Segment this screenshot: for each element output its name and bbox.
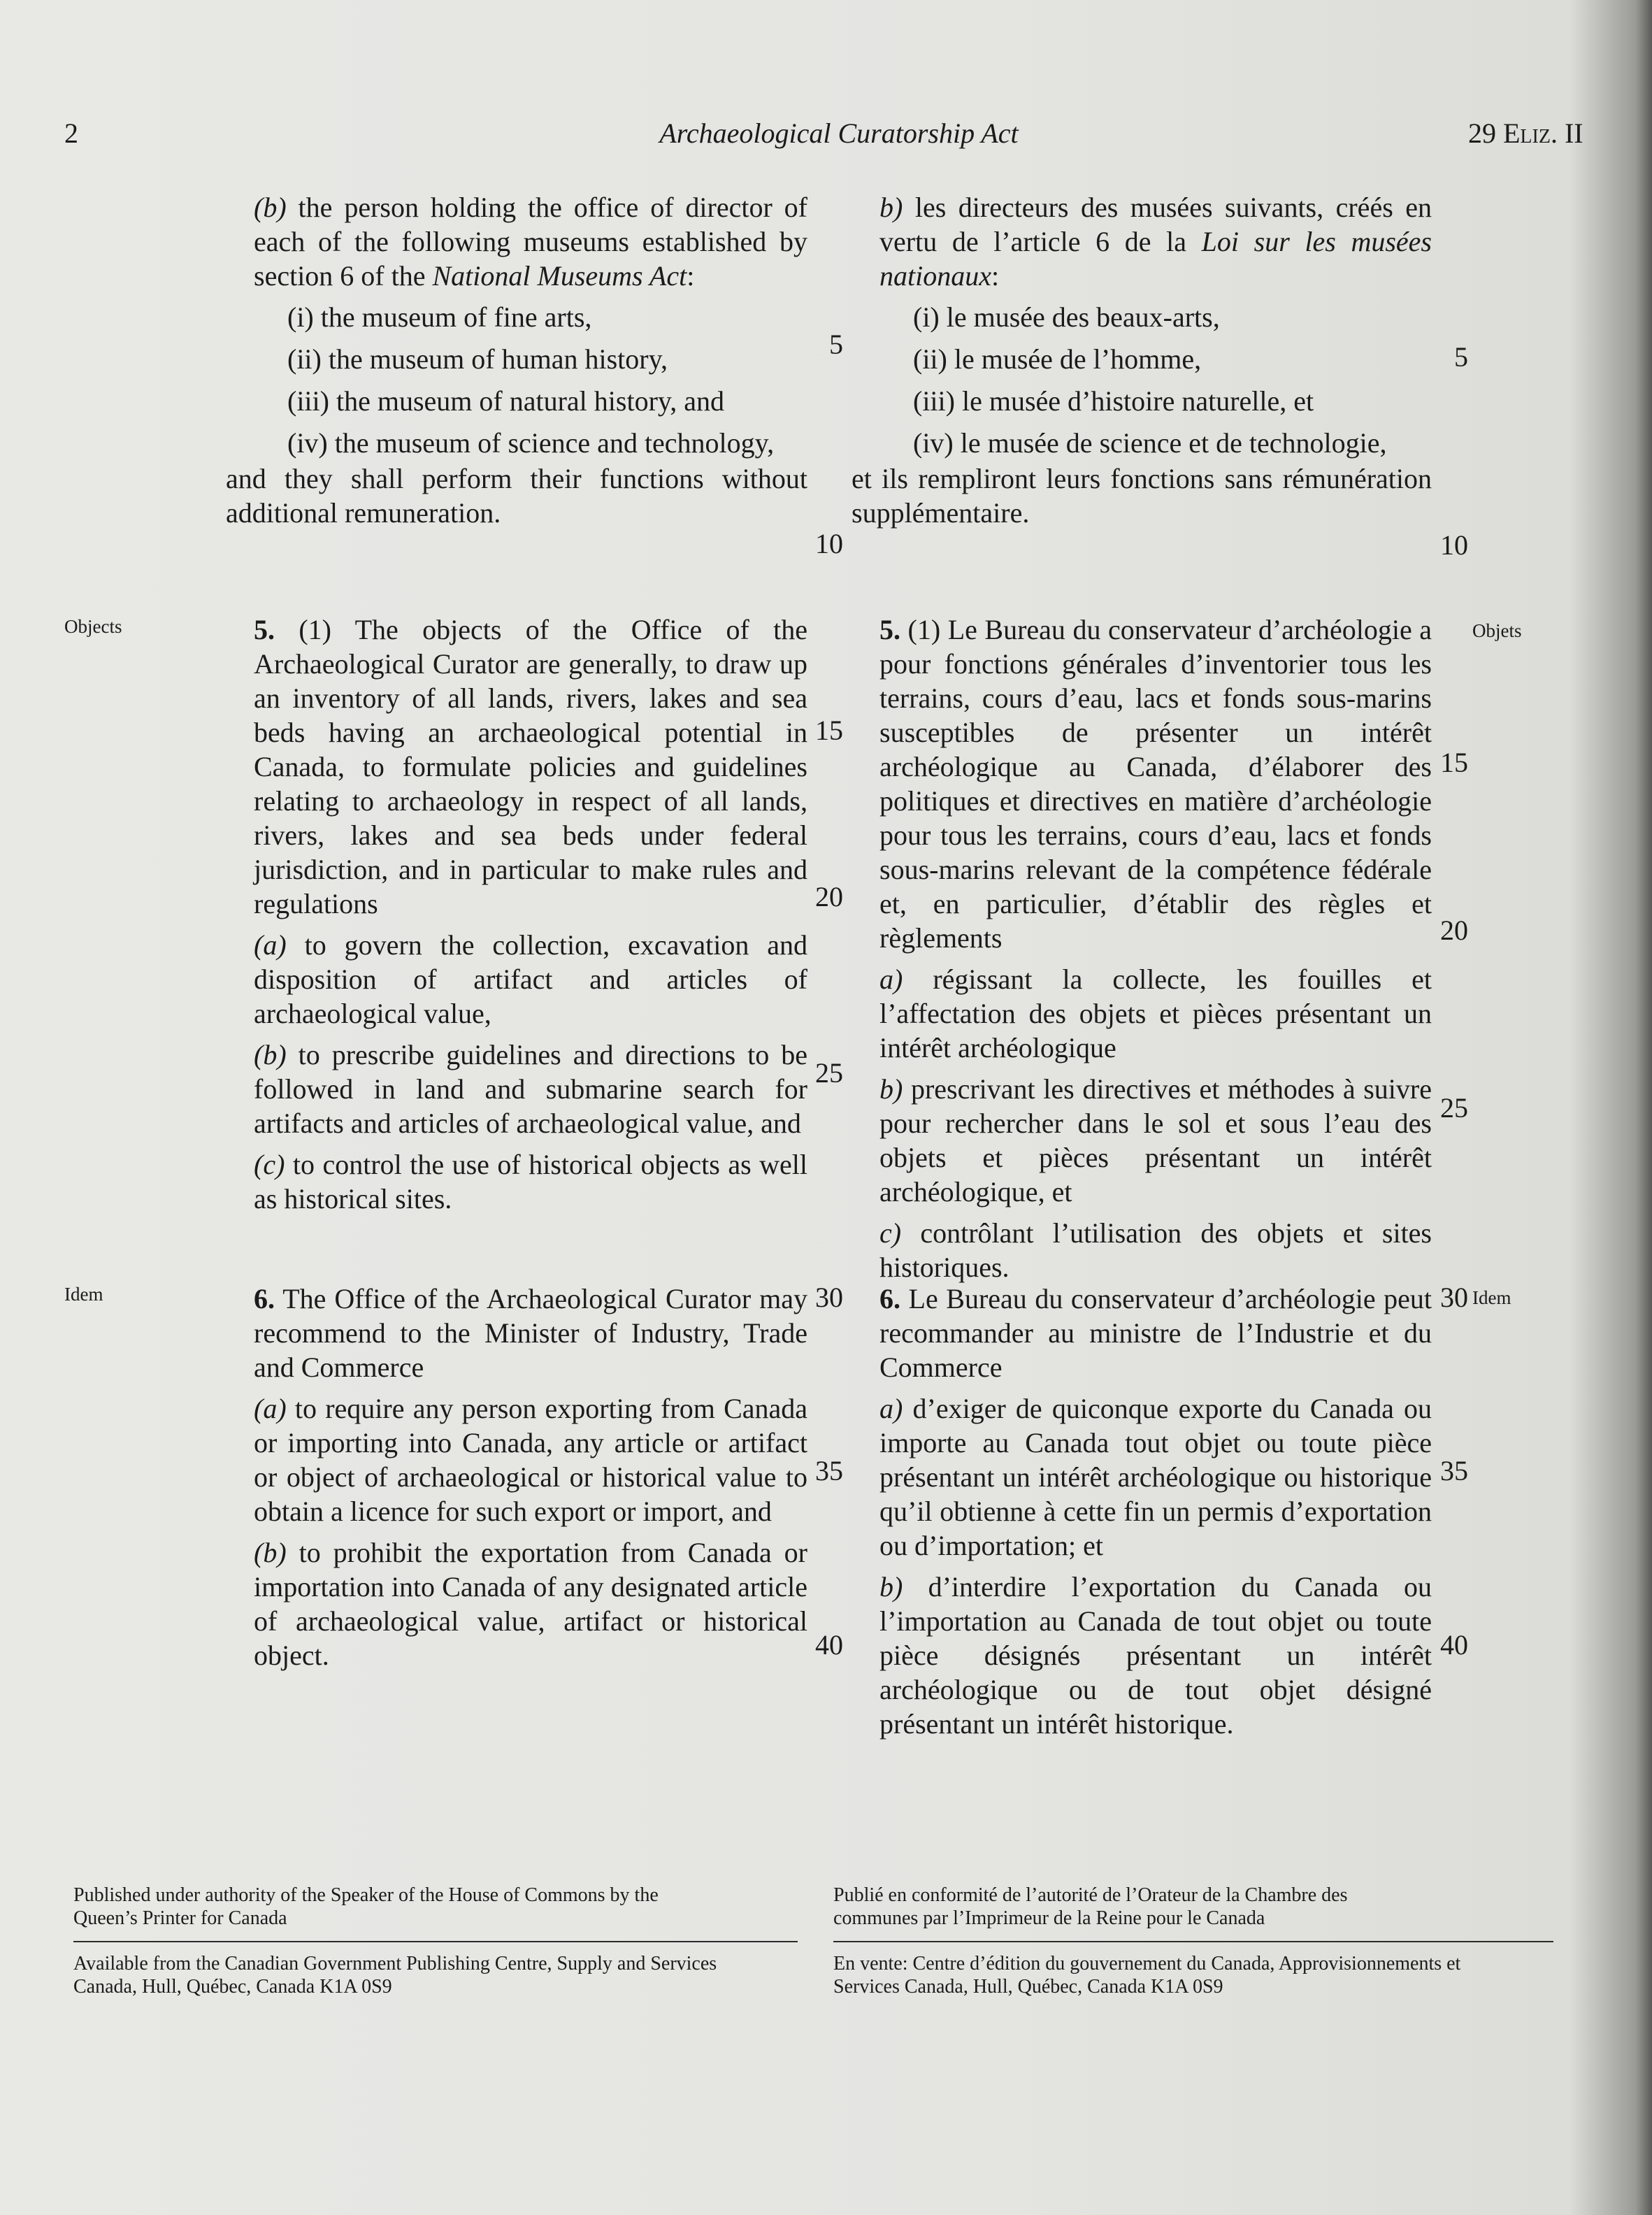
english-b-intro: (b) the person holding the office of director of each of the following museums established by section 6 of the National Museums Act: [254,192,808,292]
french-b-intro: b) les directeurs des musées suivants, créés en vertu de l’article 6 de la Loi sur les musées nationaux: [879,192,1432,292]
line-number: 20 [815,881,843,912]
line-number: 10 [815,528,843,559]
line-number: 40 [815,1629,843,1661]
french-s6-b: b) d’interdire l’exportation du Canada ou l’importation au Canada de tout objet ou toute pièce désignés présentant un intérêt archéologique ou de tout objet désigné présentant un intérêt historique. [879,1571,1432,1740]
line-number: 10 [1440,529,1468,561]
french-item-iv: (iv) le musée de science et de technologie, [913,427,1387,459]
english-b-label: (b) [254,192,287,223]
english-closing: and they shall perform their functions without additional remuneration. [226,463,807,529]
english-item-iv: (iv) the museum of science and technology, [287,427,775,459]
margin-note-idem-en: Idem [64,1284,103,1305]
english-s5-number: 5. [254,614,275,645]
footer-fr-available: En vente: Centre d’édition du gouvernement du Canada, Approvisionnements et Services Canada, Hull, Québec, Canada K1A 0S9 [833,1953,1461,1998]
margin-note-objets: Objets [1472,620,1522,641]
line-number: 20 [1440,915,1468,946]
english-paragraph-b [226,190,807,530]
line-number: 35 [815,1455,843,1486]
page-number: 2 [64,117,78,149]
french-s5-number: 5. [879,614,900,645]
french-s5-a: a) régissant la collecte, les fouilles et l’affectation des objets et pièces présentant un intérêt archéologique [879,963,1432,1063]
french-s5-main: 5. (1) Le Bureau du conservateur d’archéologie a pour fonctions générales d’inventorier tous les terrains, cours d’eau, lacs et fonds sous-marins susceptibles de présenter un intérêt archéologique au Canada, d’élaborer des politiques et directives en matière d’archéologie pour tous les terrains, cours d’eau, lacs et fonds sous-marins relevant de la compétence fédérale et, en particulier, d’établir des règles et règlements [879,614,1432,954]
english-s6-number: 6. [254,1283,275,1314]
line-number: 15 [1440,747,1468,778]
line-number: 40 [1440,1629,1468,1661]
english-s5-a: (a) to govern the collection, excavation and disposition of artifact and articles of archaeological value, [254,929,808,1029]
running-title: Archaeological Curatorship Act [659,117,1019,149]
french-item-iii: (iii) le musée d’histoire naturelle, et [913,385,1314,417]
english-item-iii: (iii) the museum of natural history, and [287,385,725,417]
line-number: 15 [815,715,843,746]
english-s5-b: (b) to prescribe guidelines and directions to be followed in land and submarine search for artifacts and articles of archaeological value, and [254,1039,807,1139]
english-s6-main: 6. The Office of the Archaeological Curator may recommend to the Minister of Industry, Trade and Commerce [254,1283,808,1383]
french-item-i: (i) le musée des beaux-arts, [913,301,1220,333]
line-number: 25 [1440,1092,1468,1124]
french-paragraph-b [852,190,1432,530]
footer-divider-fr [833,1941,1553,1942]
french-s6-a: a) d’exiger de quiconque exporte du Canada ou importe au Canada tout objet ou toute pièce présentant un intérêt archéologique ou historique qu’il obtienne à cette fin un permis d’exportation ou d’importation; et [879,1393,1432,1561]
regnal-year: 29 Eliz. II [1468,117,1583,149]
english-s5-c: (c) to control the use of historical objects as well as historical sites. [254,1149,807,1214]
footer-en-available: Available from the Canadian Government Publishing Centre, Supply and Services Canada, Hull, Québec, Canada K1A 0S9 [73,1953,717,1998]
margin-note-idem-fr: Idem [1472,1287,1511,1308]
line-number: 5 [1454,341,1468,373]
french-section-5 [852,612,1432,1284]
national-museums-act-title: National Museums Act [432,260,687,292]
english-s5-main: 5. (1) The objects of the Office of the Archaeological Curator are generally, to draw up an inventory of all lands, rivers, lakes and sea beds having an archaeological potential in Canada, to formulate policies and guidelines relating to archaeology in respect of all lands, rivers, lakes and sea beds under federal jurisdiction, and in particular to make rules and regulations [254,614,807,919]
english-item-ii: (ii) the museum of human history, [287,343,668,375]
french-b-label: b) [879,192,903,223]
loi-musees-nationaux-title: Loi sur les musées nationaux [879,226,1432,292]
line-number: 5 [829,329,843,360]
french-closing: et ils rempliront leurs fonctions sans rémunération supplémentaire. [852,463,1432,529]
english-section-6 [226,1282,807,1672]
margin-note-objects: Objects [64,616,122,637]
line-number: 35 [1440,1455,1468,1486]
french-section-6 [852,1282,1432,1741]
french-s6-number: 6. [879,1283,900,1314]
footer-fr-published: Publié en conformité de l’autorité de l’Orateur de la Chambre des communes par l’Imprimeur de la Reine pour le Canada [833,1884,1348,1929]
line-number: 30 [815,1282,843,1313]
footer-en-published: Published under authority of the Speaker of the House of Commons by the Queen’s Printer for Canada [73,1884,659,1929]
french-s5-b: b) prescrivant les directives et méthodes à suivre pour rechercher dans le sol et sous l’eau des objets et pièces présentant un intérêt archéologique, et [879,1073,1432,1207]
line-number: 25 [815,1057,843,1089]
french-item-ii: (ii) le musée de l’homme, [913,343,1202,375]
french-s5-c: c) contrôlant l’utilisation des objets et sites historiques. [879,1217,1432,1283]
line-number: 30 [1440,1282,1468,1313]
english-s6-a: (a) to require any person exporting from Canada or importing into Canada, any article or artifact or object of archaeological or historical value to obtain a licence for such export or import, and [254,1393,808,1527]
french-s6-main: 6. Le Bureau du conservateur d’archéologie peut recommander au ministre de l’Industrie et du Commerce [879,1283,1432,1383]
footer-divider-en [73,1941,798,1942]
english-section-5 [226,612,807,1216]
english-item-i: (i) the museum of fine arts, [287,301,592,333]
english-s6-b: (b) to prohibit the exportation from Canada or importation into Canada of any designated article of archaeological value, artifact or historical object. [254,1537,808,1671]
